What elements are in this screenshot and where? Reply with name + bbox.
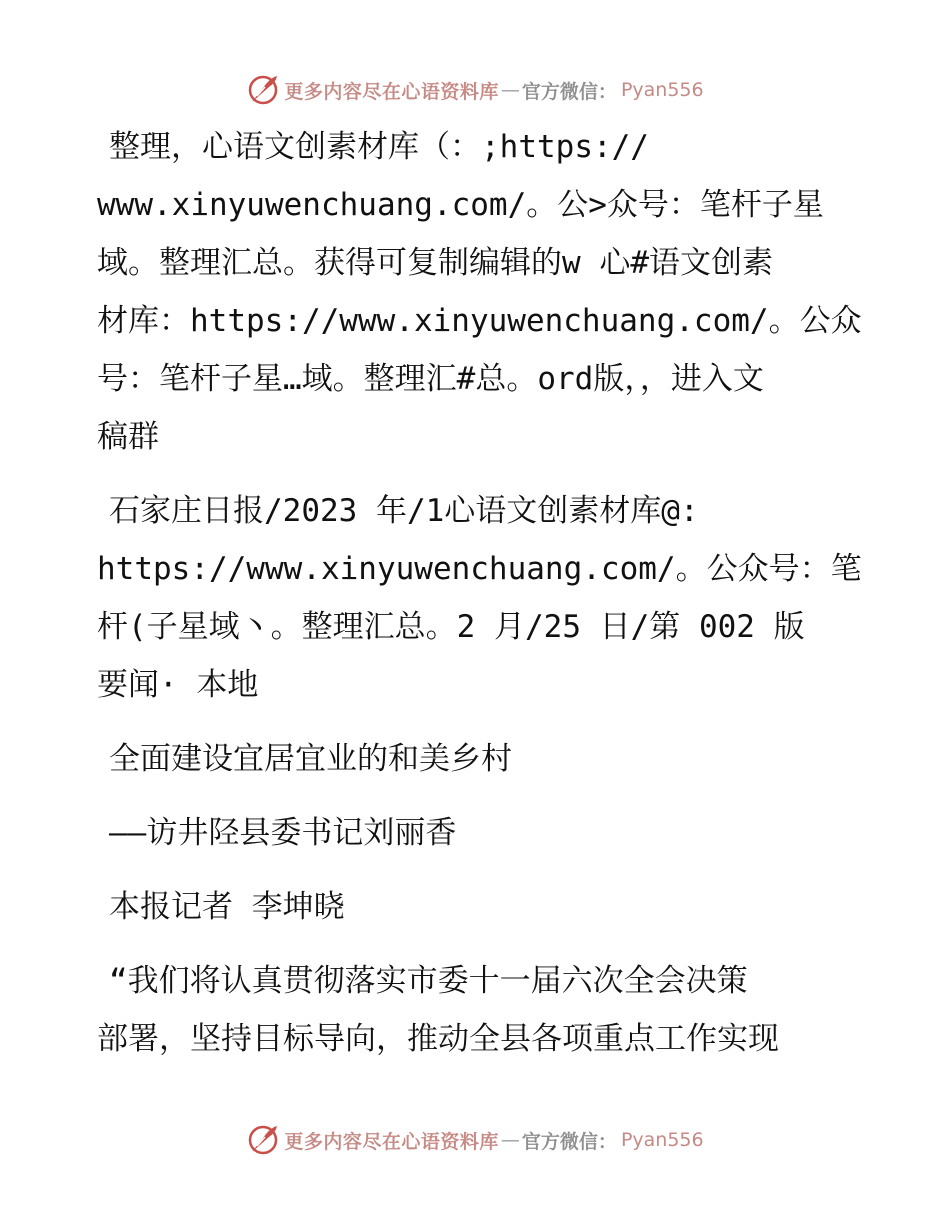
banner-wechat-label: 官方微信： <box>521 1130 617 1153</box>
banner-wechat-label: 官方微信： <box>521 80 617 103</box>
text-line: 域。整理汇总。获得可复制编辑的w 心#语文创素 <box>97 245 773 281</box>
text-line: https://www.xinyuwenchuang.com/。公众号：笔 <box>97 551 862 587</box>
text-line: 杆(子星域丶。整理汇总。2 月/25 日/第 002 版 <box>97 609 805 645</box>
article-headline <box>97 730 867 788</box>
text-line: 要闻· 本地 <box>97 667 259 703</box>
article-byline <box>97 878 867 936</box>
text-line: 本报记者 李坤晓 <box>109 889 345 925</box>
quill-pen-circle-logo-icon <box>246 73 280 107</box>
text-line: ——访井陉县委书记刘丽香 <box>109 815 457 851</box>
paragraph-source-notice <box>97 118 867 466</box>
text-line: “我们将认真贯彻落实市委十一届六次全会决策 <box>109 963 748 999</box>
banner-wechat-id: Pyan556 <box>620 1129 704 1151</box>
text-line: 号：笔杆子星…域。整理汇#总。ord版，，进入文 <box>97 361 764 397</box>
text-line: 石家庄日报/2023 年/1心语文创素材库@: <box>109 493 699 529</box>
quill-pen-circle-logo-icon <box>246 1123 280 1157</box>
banner-separator: — <box>500 79 520 101</box>
text-line: 全面建设宜居宜业的和美乡村 <box>109 741 512 777</box>
header-banner <box>0 70 950 110</box>
document-body <box>97 118 867 1068</box>
text-line: www.xinyuwenchuang.com/。公>众号：笔杆子星 <box>97 187 824 223</box>
text-line: 部署，坚持目标导向，推动全县各项重点工作实现 <box>97 1021 779 1057</box>
footer-banner <box>0 1120 950 1160</box>
banner-wechat-id: Pyan556 <box>620 79 704 101</box>
banner-main-text: 更多内容尽在心语资料库 <box>284 1130 499 1153</box>
text-line: 材库：https://www.xinyuwenchuang.com/。公众 <box>97 303 862 339</box>
paragraph-publication-info <box>97 482 867 714</box>
banner-separator: — <box>500 1129 520 1151</box>
text-line: 整理，心语文创素材库（：;https:// <box>109 129 649 165</box>
text-line: 稿群 <box>97 419 159 455</box>
article-body-paragraph <box>97 952 867 1068</box>
banner-main-text: 更多内容尽在心语资料库 <box>284 80 499 103</box>
article-subheadline <box>97 804 867 862</box>
